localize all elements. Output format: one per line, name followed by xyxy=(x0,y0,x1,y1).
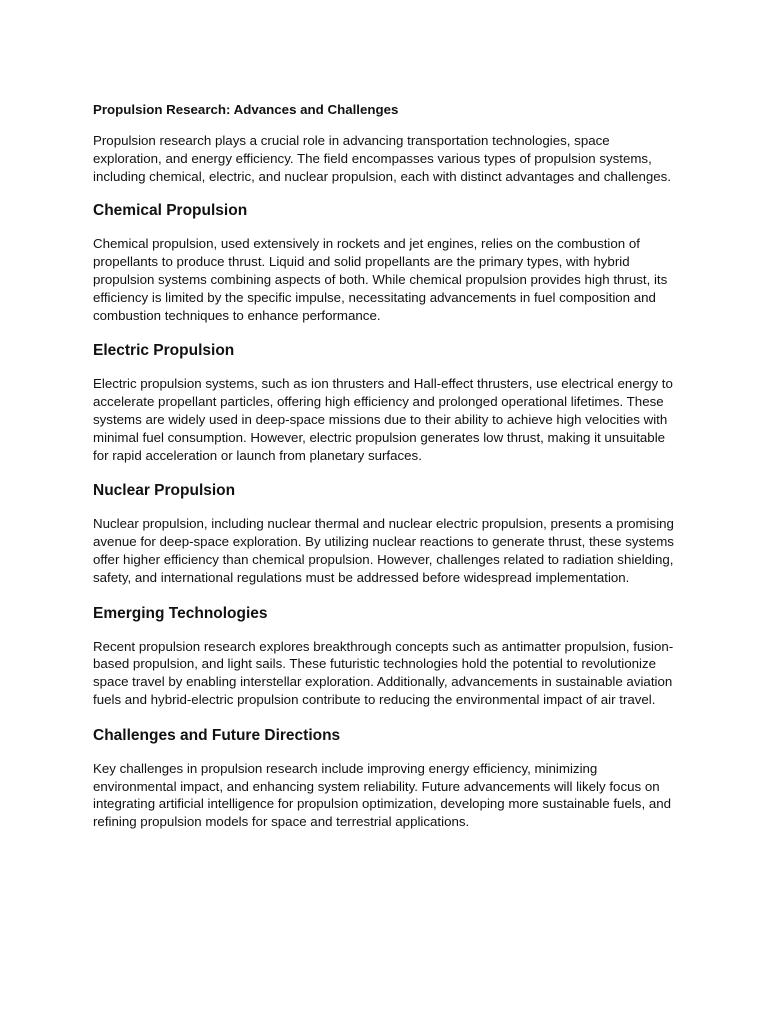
section-chemical-propulsion xyxy=(93,201,675,324)
intro-paragraph: Propulsion research plays a crucial role in advancing transportation technologies, space exploration, and energy efficiency. The field encompasses various types of propulsion systems, including chemical, electric, and nuclear propulsion, each with distinct advantages and challenges. xyxy=(93,133,672,184)
section-body: Nuclear propulsion, including nuclear thermal and nuclear electric propulsion, presents a promising avenue for deep-space exploration. By utilizing nuclear reactions to generate thrust, these systems offer higher efficiency than chemical propulsion. However, challenges related to radiation shielding, safety, and international regulations must be addressed before widespread implementation. xyxy=(93,516,674,585)
section-electric-propulsion xyxy=(93,341,675,464)
section-heading: Electric Propulsion xyxy=(93,342,235,360)
section-nuclear-propulsion xyxy=(93,481,675,586)
section-emerging-technologies xyxy=(93,604,675,709)
section-body: Recent propulsion research explores breakthrough concepts such as antimatter propulsion, fusion-based propulsion, and light sails. These futuristic technologies hold the potential to revolutionize space travel by enabling interstellar exploration. Additionally, advancements in sustainable aviation fuels and hybrid-electric propulsion contribute to reducing the environmental impact of air travel. xyxy=(93,638,674,707)
section-body: Key challenges in propulsion research include improving energy efficiency, minimizing environmental impact, and enhancing system reliability. Future advancements will likely focus on integrating artificial intelligence for propulsion optimization, developing more sustainable fuels, and refining propulsion models for space and terrestrial applications. xyxy=(93,760,672,830)
section-heading: Nuclear Propulsion xyxy=(93,482,236,500)
section-heading: Emerging Technologies xyxy=(93,604,268,622)
section-heading: Chemical Propulsion xyxy=(93,202,248,220)
section-challenges-future-directions xyxy=(93,726,675,831)
section-body: Electric propulsion systems, such as ion thrusters and Hall-effect thrusters, use electrical energy to accelerate propellant particles, offering high efficiency and prolonged operational lifetimes. These systems are widely used in deep-space missions due to their ability to achieve high velocities with minimal fuel consumption. However, electric propulsion generates low thrust, making it unsuitable for rapid acceleration or launch from planetary surfaces. xyxy=(93,376,673,463)
section-heading: Challenges and Future Directions xyxy=(93,726,341,744)
section-body: Chemical propulsion, used extensively in rockets and jet engines, relies on the combustion of propellants to produce thrust. Liquid and solid propellants are the primary types, with hybrid propulsion systems combining aspects of both. While chemical propulsion provides high thrust, its efficiency is limited by the specific impulse, necessitating advancements in fuel composition and combustion techniques to enhance performance. xyxy=(93,236,668,323)
document-title: Propulsion Research: Advances and Challenges xyxy=(93,102,399,117)
